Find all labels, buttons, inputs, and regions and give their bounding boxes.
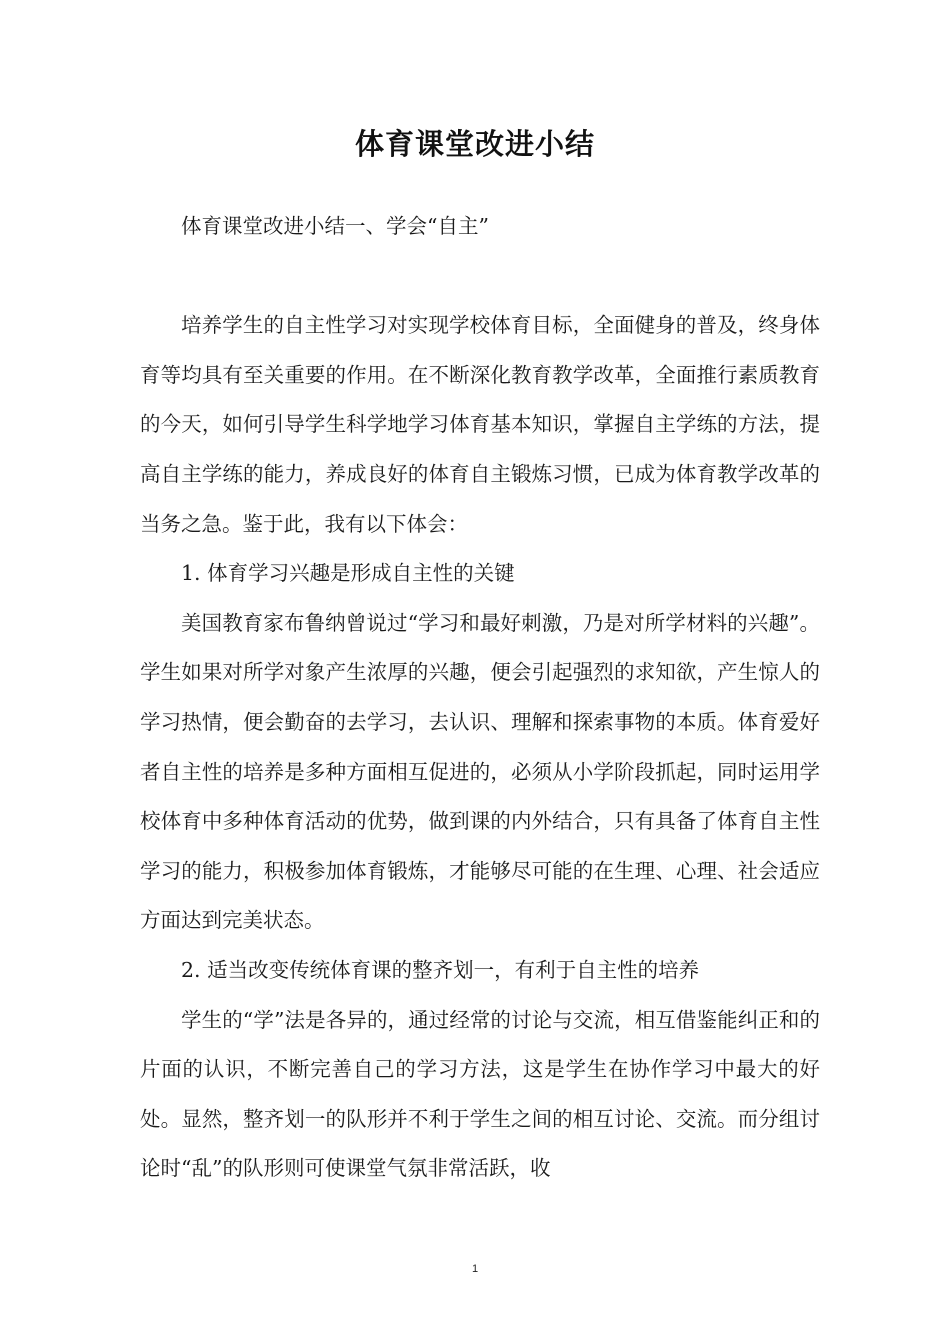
document-title: 体育课堂改进小结 bbox=[354, 127, 595, 161]
page-number: 1 bbox=[471, 1263, 479, 1275]
paragraph-intro: 培养学生的自主性学习对实现学校体育目标，全面健身的普及，终身体育等均具有至关重要的作用。在不断深化教育教学改革，全面推行素质教育的今天，如何引导学生科学地学习体育基本知识，掌握自主学练的方法，提高自主学练的能力，养成良好的体育自主锻炼习惯，已成为体育教学改革的当务之急。鉴于此，我有以下体会： bbox=[140, 313, 820, 536]
section-heading: 体育课堂改进小结一、学会“自主” bbox=[181, 214, 489, 238]
paragraph-learning-method: 学生的“学”法是各异的，通过经常的讨论与交流，相互借鉴能纠正和的片面的认识，不断完善自己的学习方法，这是学生在协作学习中最大的好处。显然，整齐划一的队形并不利于学生之间的相互讨论、交流。而分组讨论时“乱”的队形则可使课堂气氛非常活跃，收 bbox=[140, 1007, 820, 1181]
subheading-1: 1. 体育学习兴趣是形成自主性的关键 bbox=[181, 561, 515, 586]
document-body bbox=[140, 202, 820, 1194]
subheading-2: 2. 适当改变传统体育课的整齐划一，有利于自主性的培养 bbox=[181, 957, 700, 982]
paragraph-interest: 美国教育家布鲁纳曾说过“学习和最好刺激，乃是对所学材料的兴趣”。学生如果对所学对象产生浓厚的兴趣，便会引起强烈的求知欲，产生惊人的学习热情，便会勤奋的去学习，去认识、理解和探索事物的本质。体育爱好者自主性的培养是多种方面相互促进的，必须从小学阶段抓起，同时运用学校体育中多种体育活动的优势，做到课的内外结合，只有具备了体育自主性学习的能力，积极参加体育锻炼，才能够尽可能的在生理、心理、社会适应方面达到完美状态。 bbox=[140, 610, 820, 933]
